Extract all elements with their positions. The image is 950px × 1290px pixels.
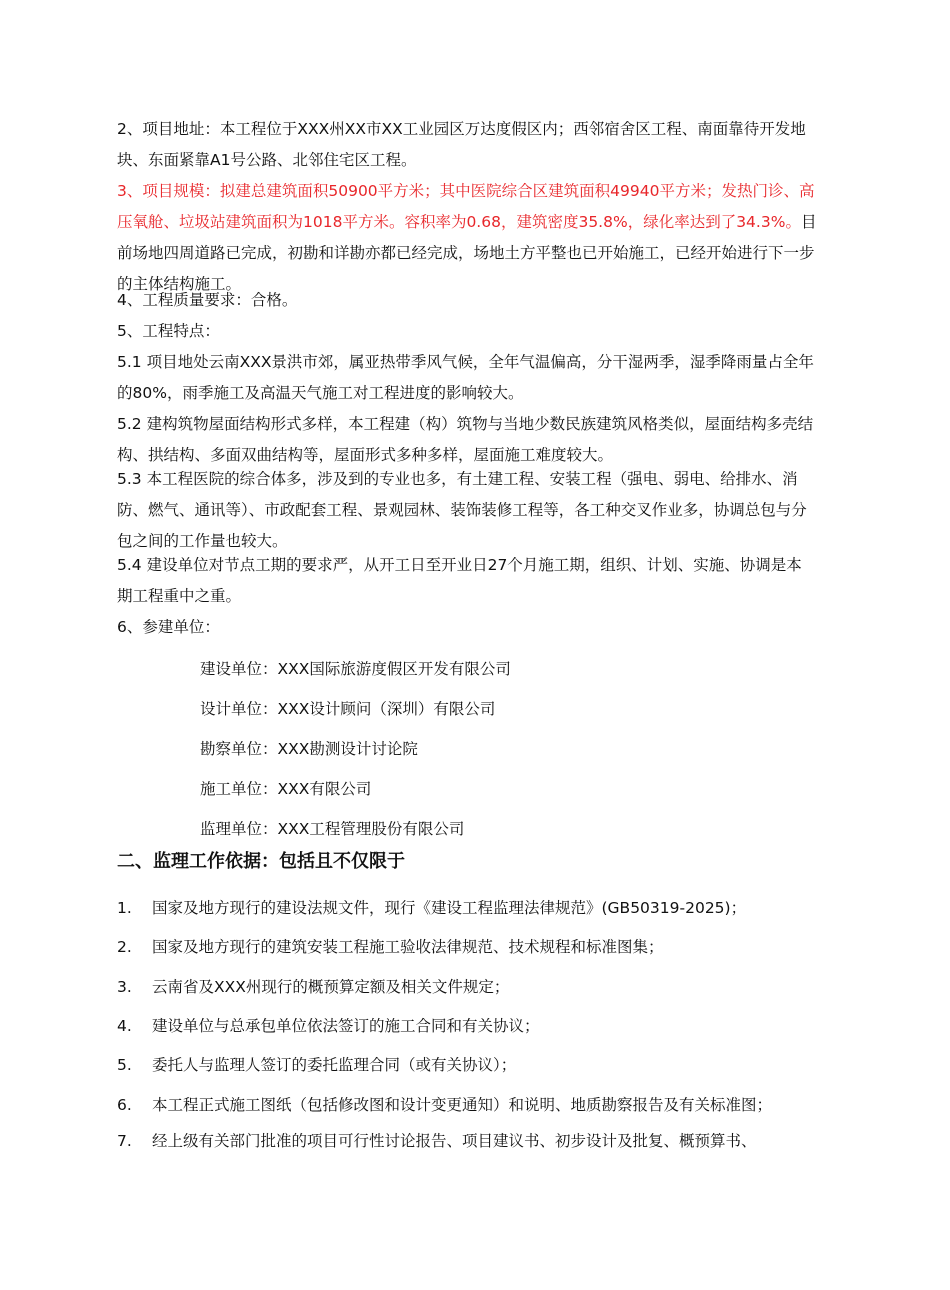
reference-number: 5. <box>117 1056 132 1074</box>
reference-number: 2. <box>117 938 132 956</box>
reference-text: 本工程正式施工图纸（包括修改图和设计变更通知）和说明、地质勘察报告及有关标准图； <box>152 1096 773 1114</box>
reference-item <box>117 1093 837 1117</box>
paragraph-quality-requirement: 4、工程质量要求：合格。 <box>117 291 298 309</box>
project-scale-status: 目前场地四周道路已完成，初勘和详勘亦都已经完成，场地土方平整也已开始施工，已经开始进行下一步的主体结构施工。 <box>117 213 817 293</box>
paragraph-feature-5-4: 5.4 建设单位对节点工期的要求严，从开工日至开业日27个月施工期，组织、计划、实施、协调是本期工程重中之重。 <box>117 556 802 605</box>
paragraph-project-address: 2、项目地址：本工程位于XXX州XX市XX工业园区万达度假区内；西邻宿舍区工程、南面靠待开发地块、东面紧靠A1号公路、北邻住宅区工程。 <box>117 120 806 169</box>
reference-text: 云南省及XXX州现行的概预算定额及相关文件规定； <box>152 978 510 996</box>
reference-text: 委托人与监理人签订的委托监理合同（或有关协议）； <box>152 1056 517 1074</box>
paragraph-project-scale <box>117 176 817 300</box>
reference-text: 国家及地方现行的建筑安装工程施工验收法律规范、技术规程和标准图集； <box>152 938 664 956</box>
reference-number: 7. <box>117 1132 132 1150</box>
paragraph-participants-title: 6、参建单位： <box>117 618 220 636</box>
reference-number: 3. <box>117 978 132 996</box>
reference-item <box>117 1129 837 1153</box>
reference-number: 4. <box>117 1017 132 1035</box>
paragraph-feature-5-3: 5.3 本工程医院的综合体多，涉及到的专业也多，有土建工程、安装工程（强电、弱电、给排水、消防、燃气、通讯等）、市政配套工程、景观园林、装饰装修工程等，各工种交叉作业多，协调总包与分包之间的工作量也较大。 <box>117 470 807 550</box>
reference-number: 6. <box>117 1096 132 1114</box>
reference-text: 经上级有关部门批准的项目可行性讨论报告、项目建议书、初步设计及批复、概预算书、 <box>152 1132 757 1150</box>
paragraph-feature-5-2: 5.2 建构筑物屋面结构形式多样，本工程建（构）筑物与当地少数民族建筑风格类似，屋面结构多壳结构、拱结构、多面双曲结构等，屋面形式多种多样，屋面施工难度较大。 <box>117 415 814 464</box>
unit-supervision: 监理单位：XXX工程管理股份有限公司 <box>200 820 465 838</box>
project-scale-highlight: 3、项目规模：拟建总建筑面积50900平方米；其中医院综合区建筑面积49940平方米；发热门诊、高压氧舱、垃圾站建筑面积为1018平方米。容积率为0.68，建筑密度35.8%，绿化率达到了34.3%。 <box>117 182 815 231</box>
reference-text: 建设单位与总承包单位依法签订的施工合同和有关协议； <box>152 1017 540 1035</box>
unit-survey: 勘察单位：XXX勘测设计讨论院 <box>200 740 418 758</box>
paragraph-features-title: 5、工程特点： <box>117 322 220 340</box>
reference-item <box>117 896 837 920</box>
section-heading: 二、监理工作依据：包括且不仅限于 <box>117 851 405 872</box>
reference-item <box>117 935 837 959</box>
reference-number: 1. <box>117 899 132 917</box>
reference-item <box>117 1053 837 1077</box>
paragraph-feature-5-1: 5.1 项目地处云南XXX景洪市郊，属亚热带季风气候，全年气温偏高，分干湿两季，湿季降雨量占全年的80%，雨季施工及高温天气施工对工程进度的影响较大。 <box>117 353 814 402</box>
reference-item <box>117 975 837 999</box>
reference-text: 国家及地方现行的建设法规文件，现行《建设工程监理法律规范》(GB50319-2025)； <box>152 899 747 917</box>
unit-design: 设计单位：XXX设计顾问（深圳）有限公司 <box>200 700 496 718</box>
reference-item <box>117 1014 837 1038</box>
unit-contractor: 施工单位：XXX有限公司 <box>200 780 372 798</box>
unit-construction: 建设单位：XXX国际旅游度假区开发有限公司 <box>200 660 511 678</box>
